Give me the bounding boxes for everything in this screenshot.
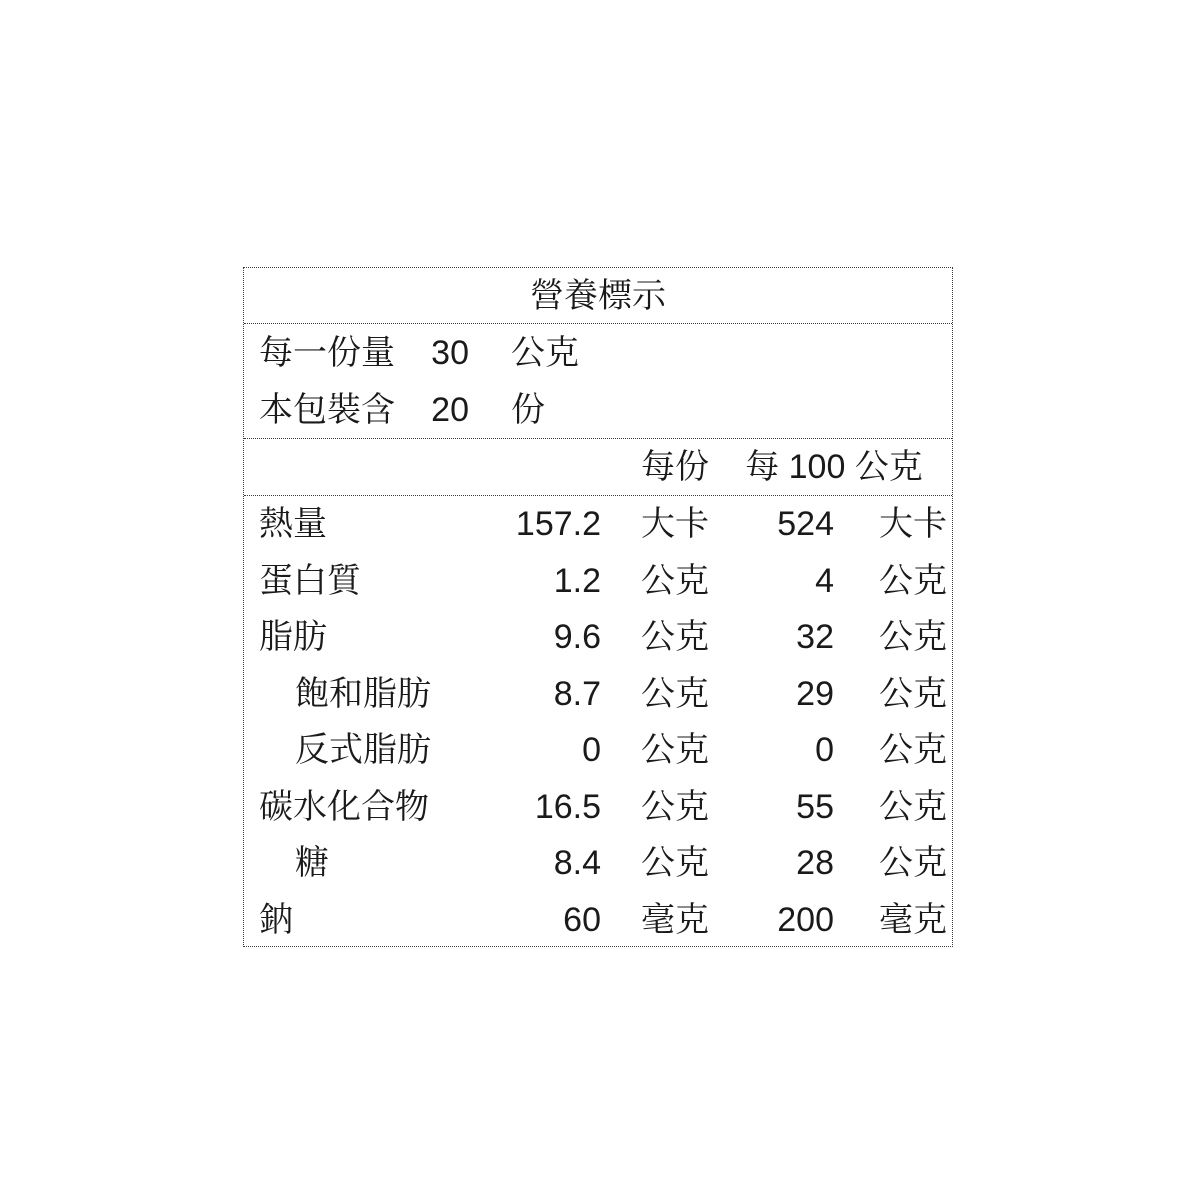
- per-100g-unit: 公克: [879, 787, 947, 826]
- per-serving-value: 0: [582, 731, 601, 770]
- per-serving-value: 9.6: [553, 618, 601, 657]
- per-100g-value: 32: [796, 618, 834, 657]
- per-100g-value: 29: [796, 674, 834, 713]
- nutrient-row: [244, 666, 952, 723]
- serving-row-unit: 份: [511, 390, 545, 429]
- serving-row-value: 30: [431, 333, 469, 372]
- per-100g-column-header: 每 100 公克: [745, 448, 923, 486]
- serving-row-unit: 公克: [511, 333, 579, 372]
- nutrient-row: [244, 779, 952, 836]
- per-100g-unit: 公克: [879, 618, 947, 657]
- per-serving-value: 1.2: [553, 561, 601, 600]
- per-serving-unit: 公克: [641, 618, 709, 657]
- nutrient-row: [244, 609, 952, 666]
- table-title-row: [244, 268, 952, 324]
- serving-info-row: [244, 381, 952, 438]
- nutrient-row: [244, 835, 952, 892]
- per-100g-unit: 公克: [879, 844, 947, 883]
- nutrient-name: 鈉: [259, 900, 293, 939]
- serving-row-value: 20: [431, 390, 469, 429]
- nutrient-rows-section: [244, 496, 952, 948]
- per-100g-unit: 公克: [879, 674, 947, 713]
- per-serving-unit: 公克: [641, 787, 709, 826]
- per-serving-value: 157.2: [515, 505, 601, 544]
- nutrient-name: 反式脂肪: [295, 731, 431, 770]
- nutrient-name: 脂肪: [259, 618, 327, 657]
- per-serving-column-header: 每份: [641, 448, 709, 486]
- nutrient-row: [244, 722, 952, 779]
- serving-row-label: 每一份量: [259, 333, 395, 372]
- per-serving-unit: 大卡: [641, 505, 709, 544]
- per-100g-value: 200: [777, 900, 834, 939]
- per-serving-unit: 公克: [641, 844, 709, 883]
- per-serving-value: 60: [563, 900, 601, 939]
- nutrient-name: 糖: [295, 844, 329, 883]
- nutrition-facts-table: [243, 267, 953, 947]
- per-100g-value: 524: [777, 505, 834, 544]
- per-serving-unit: 毫克: [641, 900, 709, 939]
- serving-info-row: [244, 324, 952, 381]
- nutrient-name: 蛋白質: [259, 561, 361, 600]
- nutrient-row: [244, 892, 952, 949]
- per-100g-unit: 公克: [879, 561, 947, 600]
- per-serving-unit: 公克: [641, 561, 709, 600]
- column-header-row: [244, 439, 952, 496]
- per-serving-unit: 公克: [641, 674, 709, 713]
- per-100g-value: 28: [796, 844, 834, 883]
- nutrient-row: [244, 496, 952, 553]
- nutrient-name: 飽和脂肪: [295, 674, 431, 713]
- serving-info-section: [244, 324, 952, 439]
- nutrient-name: 熱量: [259, 505, 327, 544]
- per-100g-unit: 毫克: [879, 900, 947, 939]
- per-100g-value: 4: [815, 561, 834, 600]
- per-100g-unit: 大卡: [879, 505, 947, 544]
- per-100g-unit: 公克: [879, 731, 947, 770]
- nutrient-row: [244, 553, 952, 610]
- table-title: 營養標示: [530, 276, 666, 315]
- per-100g-value: 0: [815, 731, 834, 770]
- per-serving-value: 16.5: [534, 787, 601, 826]
- per-serving-unit: 公克: [641, 731, 709, 770]
- per-100g-value: 55: [796, 787, 834, 826]
- per-serving-value: 8.4: [553, 844, 601, 883]
- per-serving-value: 8.7: [553, 674, 601, 713]
- serving-row-label: 本包裝含: [259, 390, 395, 429]
- nutrient-name: 碳水化合物: [259, 787, 429, 826]
